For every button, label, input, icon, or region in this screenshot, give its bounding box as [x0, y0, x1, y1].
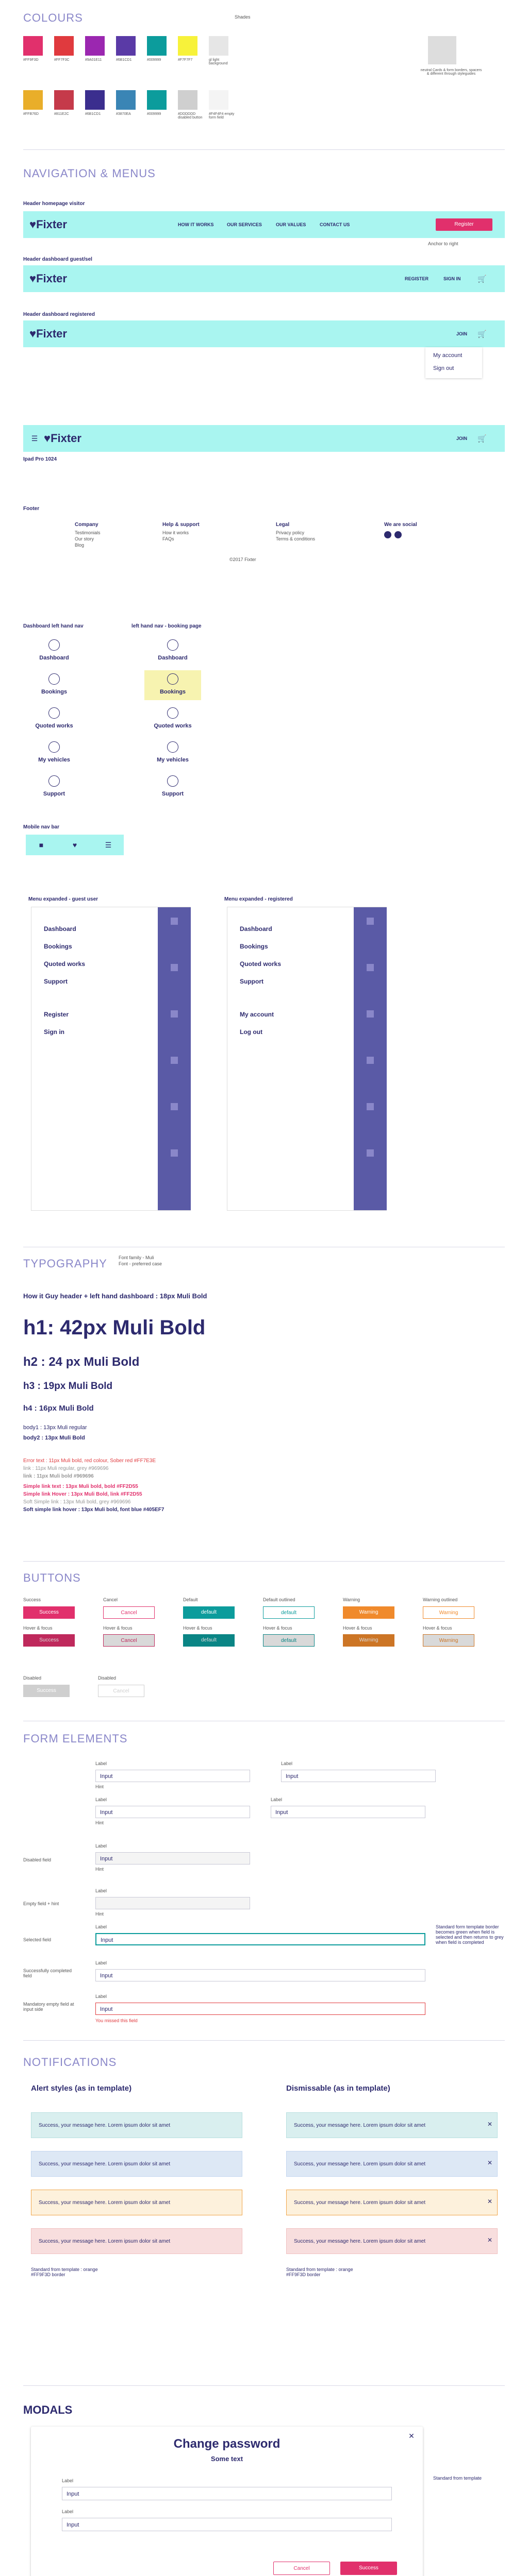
- empty-input[interactable]: [95, 1897, 250, 1909]
- colour-swatch: [23, 90, 43, 110]
- menu-overlay-icon: [171, 918, 178, 925]
- button-hover[interactable]: Cancel: [103, 1634, 155, 1647]
- dismissable-alert: Success, your message here. Lorem ipsum dolor sit amet: [286, 2190, 498, 2215]
- field-label: Label: [95, 1960, 107, 1965]
- side-nav-item[interactable]: [26, 670, 82, 700]
- header-dashboard-label: Header dashboard guest/sel: [23, 257, 92, 262]
- modals-section: [0, 2385, 528, 2576]
- neutral-swatch: [428, 36, 456, 64]
- button-hover[interactable]: Warning: [423, 1634, 474, 1647]
- nav-section: [0, 160, 528, 866]
- side-nav-label: Quoted works: [154, 723, 192, 729]
- colour-swatch: [85, 36, 105, 56]
- logo[interactable]: ♥Fixter: [44, 432, 81, 445]
- hint: Hint: [95, 1911, 104, 1917]
- alert: Success, your message here. Lorem ipsum dolor sit amet: [31, 2151, 242, 2177]
- nav-title: NAVIGATION & MENUS: [23, 167, 156, 180]
- swatch-label: #6B1CD1: [116, 58, 132, 62]
- basket-icon[interactable]: 🛒: [477, 329, 487, 338]
- logo[interactable]: ♥Fixter: [29, 272, 67, 285]
- menu-item[interactable]: Bookings: [240, 943, 268, 950]
- button-group-label: Default outlined: [263, 1597, 295, 1602]
- close-icon[interactable]: ✕: [487, 2159, 493, 2166]
- side-nav-item[interactable]: [144, 704, 201, 734]
- side-nav-item[interactable]: [26, 738, 82, 768]
- divider: [23, 1561, 505, 1562]
- menu-overlay-icon: [367, 1149, 374, 1157]
- nav-item-icon: [167, 639, 178, 651]
- nav-join[interactable]: JOIN: [456, 436, 468, 441]
- alert: Success, your message here. Lorem ipsum dolor sit amet: [31, 2228, 242, 2254]
- hover-label: Hover & focus: [343, 1625, 372, 1631]
- type-sm2[interactable]: Simple link Hover : 13px Muli Bold, link #FF2D55: [23, 1492, 142, 1497]
- forms-title: FORM ELEMENTS: [23, 1732, 128, 1745]
- field-label: Label: [95, 1924, 107, 1929]
- side-nav-label: Dashboard: [39, 655, 69, 661]
- alert: Success, your message here. Lorem ipsum dolor sit amet: [31, 2112, 242, 2138]
- nav-item-icon: [167, 775, 178, 787]
- side-nav-label: Bookings: [159, 689, 186, 695]
- menu-item[interactable]: Quoted works: [44, 960, 86, 968]
- neutral-note: neutral Cards & form borders, spacers & different through styleguides: [420, 69, 482, 76]
- success-field-label: Successfully completed field: [23, 1968, 72, 1978]
- close-icon[interactable]: ✕: [487, 2121, 493, 2128]
- logo[interactable]: ♥Fixter: [29, 218, 67, 231]
- nav-item-icon: [48, 707, 60, 719]
- field-label: Label: [95, 1761, 107, 1766]
- type-sm4[interactable]: Soft simple link hover : 13px Muli bold, font blue #405EF7: [23, 1507, 164, 1513]
- twitter-icon[interactable]: [394, 531, 402, 538]
- side-nav-item[interactable]: [26, 704, 82, 734]
- modals-title: MODALS: [23, 2403, 73, 2416]
- colour-swatch: [178, 36, 197, 56]
- menu-item[interactable]: Support: [240, 978, 263, 985]
- swatch-label: #DDDDDD disabled button: [178, 112, 203, 120]
- swatch-label: #F4F4F4 empty form field: [209, 112, 235, 120]
- nav-item-icon: [167, 707, 178, 719]
- typography-section: [0, 1247, 528, 1597]
- menu-overlay-icon: [367, 1103, 374, 1110]
- error-text: You missed this field: [95, 2018, 138, 2023]
- selected-field-label: Selected field: [23, 1937, 52, 1942]
- typography-title: TYPOGRAPHY: [23, 1257, 107, 1270]
- dismissable-alert: Success, your message here. Lorem ipsum dolor sit amet: [286, 2228, 498, 2254]
- disabled2-label: Disabled: [98, 1675, 117, 1681]
- hover-label: Hover & focus: [23, 1625, 53, 1631]
- button-group-label: Default: [183, 1597, 198, 1602]
- button[interactable]: default: [183, 1606, 235, 1619]
- swatch-label: #FF9F3D: [23, 58, 39, 62]
- logo[interactable]: ♥Fixter: [29, 327, 67, 340]
- colour-swatch: [209, 90, 228, 110]
- type-h3: h3 : 19px Muli Bold: [23, 1381, 113, 1392]
- menu-overlay-icon: [171, 1010, 178, 1018]
- menu-item[interactable]: Register: [44, 1011, 69, 1018]
- homepage-header: [23, 211, 505, 238]
- menu-guest-label: Menu expanded - guest user: [28, 896, 98, 902]
- colours-section: [0, 0, 528, 155]
- colour-swatch: [116, 36, 136, 56]
- hover-label: Hover & focus: [423, 1625, 452, 1631]
- disabled-field-label: Disabled field: [23, 1857, 52, 1862]
- nav-item-icon: [48, 775, 60, 787]
- colour-swatch: [116, 90, 136, 110]
- field-label: Label: [95, 1843, 107, 1849]
- menu-overlay-icon: [171, 1103, 178, 1110]
- type-body1: body1 : 13px Muli regular: [23, 1425, 87, 1431]
- footer-link[interactable]: Privacy policy: [276, 530, 305, 535]
- menu-item[interactable]: Log out: [240, 1028, 262, 1036]
- dismiss-title: Dismissable (as in template): [286, 2084, 390, 2093]
- font-note-2: Font - preferred case: [119, 1261, 162, 1266]
- nav-join[interactable]: JOIN: [456, 331, 468, 336]
- hover-label: Hover & focus: [183, 1625, 212, 1631]
- mobile-nav-bar: [26, 835, 124, 855]
- menu-item[interactable]: Dashboard: [44, 925, 76, 933]
- alert-styles-title: Alert styles (as in template): [31, 2084, 132, 2093]
- hint: Hint: [95, 1867, 104, 1872]
- type-dashboard: How it Guy header + left hand dashboard : 18px Muli Bold: [23, 1292, 207, 1300]
- button-group-label: Success: [23, 1597, 41, 1602]
- field-label: Label: [95, 1797, 107, 1802]
- footer-link[interactable]: Terms & conditions: [276, 536, 316, 541]
- colour-swatch: [147, 90, 167, 110]
- side-nav-label: Dashboard: [158, 655, 188, 661]
- menu-overlay-icon: [171, 1149, 178, 1157]
- type-sm1[interactable]: Simple link text : 13px Muli bold, bold #FF2D55: [23, 1484, 138, 1489]
- side-nav-item[interactable]: [144, 772, 201, 802]
- colour-swatch: [147, 36, 167, 56]
- side-nav-item[interactable]: [144, 738, 201, 768]
- error-input[interactable]: Input: [95, 2003, 425, 2015]
- menu-item[interactable]: Sign in: [44, 1028, 64, 1036]
- disabled-input: Input: [95, 1852, 250, 1865]
- modal-input[interactable]: Input: [62, 2518, 392, 2531]
- alert: Success, your message here. Lorem ipsum dolor sit amet: [31, 2190, 242, 2215]
- header-registered-label: Header dashboard registered: [23, 312, 95, 317]
- nav-item-icon: [167, 673, 178, 685]
- type-h4: h4 : 16px Muli Bold: [23, 1404, 94, 1413]
- menu-overlay-icon: [367, 1010, 374, 1018]
- close-icon[interactable]: ✕: [487, 2198, 493, 2205]
- type-err3: link : 11px Muli bold #969696: [23, 1473, 94, 1479]
- selected-note: Standard form template border becomes green when field is selected and then returns to grey when field is completed: [436, 1924, 504, 1945]
- colour-swatch: [209, 36, 228, 56]
- nav-item-icon: [48, 639, 60, 651]
- field-label: Label: [281, 1761, 293, 1766]
- type-body2: body2 : 13px Muli Bold: [23, 1435, 85, 1441]
- button[interactable]: Warning: [343, 1606, 394, 1619]
- button[interactable]: default: [263, 1606, 315, 1619]
- menu-overlay-icon: [367, 918, 374, 925]
- menu-icon[interactable]: ☰: [105, 840, 112, 849]
- side-nav-label: Quoted works: [35, 723, 73, 729]
- menu-item[interactable]: Quoted works: [240, 960, 282, 968]
- text-input[interactable]: Input: [95, 1806, 250, 1818]
- colour-swatch: [23, 36, 43, 56]
- modal-note: Standard from template: [433, 2476, 482, 2481]
- template-note: Standard from template : orange #FF9F3D border: [286, 2267, 353, 2277]
- swatch-label: #811E2C: [54, 112, 69, 116]
- shades-label: Shades: [235, 14, 251, 20]
- empty-field-label: Empty field + hint: [23, 1901, 59, 1906]
- footer-label: Footer: [23, 506, 40, 512]
- footer-col-legal: Legal: [276, 522, 290, 528]
- footer-link[interactable]: How it works: [162, 530, 189, 535]
- button[interactable]: Success: [23, 1606, 75, 1619]
- nav-link-how[interactable]: HOW IT WORKS: [178, 222, 214, 227]
- hint: Hint: [95, 1784, 104, 1789]
- menu-overlay-icon: [171, 1057, 178, 1064]
- text-input[interactable]: Input: [271, 1806, 425, 1818]
- side-nav-label: Support: [43, 791, 65, 797]
- menu-item[interactable]: Dashboard: [240, 925, 272, 933]
- side-nav-label: Support: [161, 791, 184, 797]
- field-label: Label: [95, 1994, 107, 1999]
- footer-link[interactable]: Testimonials: [75, 530, 101, 535]
- heart-icon[interactable]: ♥: [72, 841, 77, 849]
- text-input[interactable]: Input: [95, 1770, 250, 1782]
- nav-item-icon: [167, 741, 178, 753]
- footer-col-company: Company: [75, 522, 98, 528]
- buttons-section: [0, 1561, 528, 1741]
- button-group-label: Cancel: [103, 1597, 118, 1602]
- nav-link-contact[interactable]: CONTACT US: [320, 222, 350, 227]
- header-homepage-label: Header homepage visitor: [23, 201, 85, 207]
- nav-register[interactable]: REGISTER: [405, 276, 429, 281]
- side-nav-label: My vehicles: [38, 757, 70, 763]
- mobile-nav-label: Mobile nav bar: [23, 824, 60, 830]
- side-nav-item[interactable]: [144, 670, 201, 700]
- selected-input[interactable]: Input: [95, 1933, 425, 1945]
- field-label: Label: [62, 2478, 74, 2483]
- dashboard-header: [23, 265, 505, 292]
- menu-item[interactable]: Bookings: [44, 943, 72, 950]
- anchor-note: Anchor to right: [428, 241, 458, 246]
- side-nav-item[interactable]: [26, 772, 82, 802]
- registered-header: [23, 320, 505, 347]
- swatch-label: gl light background: [209, 58, 228, 65]
- divider: [23, 2040, 505, 2041]
- dash-left-active-label: left hand nav - booking page: [131, 623, 202, 629]
- menu-overlay-icon: [367, 1057, 374, 1064]
- menu-reg-label: Menu expanded - registered: [224, 896, 293, 902]
- field-label: Label: [271, 1797, 283, 1802]
- menu-guest-panel: [31, 907, 191, 1211]
- nav-link-services[interactable]: OUR SERVICES: [227, 222, 262, 227]
- hint: Hint: [95, 1820, 104, 1825]
- font-note: Font family - Muli: [119, 1255, 154, 1260]
- modal-subtitle: Some text: [210, 2455, 243, 2463]
- success-button[interactable]: Success: [340, 2562, 397, 2575]
- side-nav-active: [144, 636, 201, 811]
- copyright: ©2017 Fixter: [229, 557, 256, 562]
- dash-left-label: Dashboard left hand nav: [23, 623, 84, 629]
- hamburger-icon[interactable]: ☰: [31, 434, 38, 443]
- dropdown-sign-out[interactable]: Sign out: [433, 365, 454, 371]
- field-label: Label: [62, 2509, 74, 2514]
- side-nav-item[interactable]: [144, 636, 201, 666]
- divider: [23, 149, 505, 150]
- close-icon[interactable]: ✕: [408, 2431, 415, 2440]
- swatch-label: #009999: [147, 112, 161, 116]
- side-nav-label: Bookings: [41, 689, 68, 695]
- hover-label: Hover & focus: [263, 1625, 292, 1631]
- button-hover[interactable]: Warning: [343, 1634, 394, 1647]
- modal-title: Change password: [173, 2437, 280, 2451]
- menu-item[interactable]: Support: [44, 978, 68, 985]
- footer-link[interactable]: FAQs: [162, 536, 174, 541]
- notifications-title: NOTIFICATIONS: [23, 2056, 117, 2069]
- cancel-button[interactable]: Cancel: [273, 2562, 330, 2575]
- modal-input[interactable]: Input: [62, 2487, 392, 2500]
- divider: [23, 2385, 505, 2386]
- nav-item-icon: [48, 741, 60, 753]
- dropdown-my-account[interactable]: My account: [433, 352, 463, 359]
- hover-label: Hover & focus: [103, 1625, 133, 1631]
- type-err1: Error text : 11px Muli bold, red colour, Sober red #FF7E3E: [23, 1458, 156, 1464]
- modal-change-password: [31, 2427, 423, 2576]
- completed-input[interactable]: Input: [95, 1969, 425, 1981]
- footer-link[interactable]: Blog: [75, 543, 85, 548]
- swatch-label: #6B1CD1: [85, 112, 101, 116]
- menu-overlay-icon: [367, 964, 374, 971]
- swatch-label: #FF7F3C: [54, 58, 70, 62]
- nav-link-values[interactable]: OUR VALUES: [276, 222, 306, 227]
- colour-swatch: [54, 90, 74, 110]
- home-icon[interactable]: ■: [39, 841, 44, 849]
- menu-reg-panel: [227, 907, 387, 1211]
- button-hover[interactable]: default: [183, 1634, 235, 1647]
- button-hover[interactable]: Success: [23, 1634, 75, 1647]
- facebook-icon[interactable]: [384, 531, 391, 538]
- button[interactable]: Cancel: [103, 1606, 155, 1619]
- template-note: Standard from template : orange #FF9F3D border: [31, 2267, 98, 2277]
- notifications-section: [0, 2040, 528, 2349]
- side-nav-label: My vehicles: [157, 757, 189, 763]
- menu-item[interactable]: My account: [240, 1011, 274, 1018]
- dismissable-alert: Success, your message here. Lorem ipsum dolor sit amet: [286, 2151, 498, 2177]
- type-err2: link : 11px Muli regular, grey #969696: [23, 1466, 109, 1471]
- mobile-label: Ipad Pro 1024: [23, 456, 57, 462]
- basket-icon[interactable]: 🛒: [477, 274, 487, 283]
- type-h1: h1: 42px Muli Bold: [23, 1316, 206, 1339]
- register-button[interactable]: Register: [436, 218, 492, 231]
- footer: [23, 518, 505, 569]
- disabled-label: Disabled: [23, 1675, 42, 1681]
- footer-col-social: We are social: [384, 522, 417, 528]
- text-input[interactable]: Input: [281, 1770, 436, 1782]
- type-h2: h2 : 24 px Muli Bold: [23, 1355, 140, 1369]
- button-group-label: Warning outlined: [423, 1597, 458, 1602]
- type-sm3[interactable]: Soft Simple link : 13px Muli bold, grey #969696: [23, 1499, 131, 1505]
- close-icon[interactable]: ✕: [487, 2236, 493, 2244]
- mobile-header: [23, 425, 505, 452]
- nav-signin[interactable]: SIGN IN: [443, 276, 461, 281]
- swatch-label: #FFB76D: [23, 112, 39, 116]
- buttons-title: BUTTONS: [23, 1571, 81, 1584]
- colours-title: COLOURS: [23, 11, 83, 24]
- menus-expanded: [0, 896, 528, 1257]
- colour-swatch: [54, 36, 74, 56]
- swatch-label: #F7F7F7: [178, 58, 193, 62]
- side-nav-item[interactable]: [26, 636, 82, 666]
- account-dropdown: [425, 347, 482, 378]
- swatch-label: #009999: [147, 58, 161, 62]
- footer-col-help: Help & support: [162, 522, 200, 528]
- basket-icon[interactable]: 🛒: [477, 434, 487, 443]
- swatch-label: #9A01E11: [85, 58, 102, 62]
- colour-swatch: [178, 90, 197, 110]
- swatch-label: #3870EA: [116, 112, 131, 116]
- nav-item-icon: [48, 673, 60, 685]
- field-label: Label: [95, 1888, 107, 1893]
- side-nav: [26, 636, 82, 811]
- dismissable-alert: Success, your message here. Lorem ipsum dolor sit amet: [286, 2112, 498, 2138]
- disabled-cancel-button: Cancel: [98, 1685, 144, 1697]
- disabled-success-button: Success: [23, 1685, 70, 1697]
- button[interactable]: Warning: [423, 1606, 474, 1619]
- button-hover[interactable]: default: [263, 1634, 315, 1647]
- menu-overlay-icon: [171, 964, 178, 971]
- colour-swatch: [85, 90, 105, 110]
- mandatory-field-label: Mandatory empty field at input side: [23, 2002, 74, 2012]
- button-group-label: Warning: [343, 1597, 360, 1602]
- footer-link[interactable]: Our story: [75, 536, 94, 541]
